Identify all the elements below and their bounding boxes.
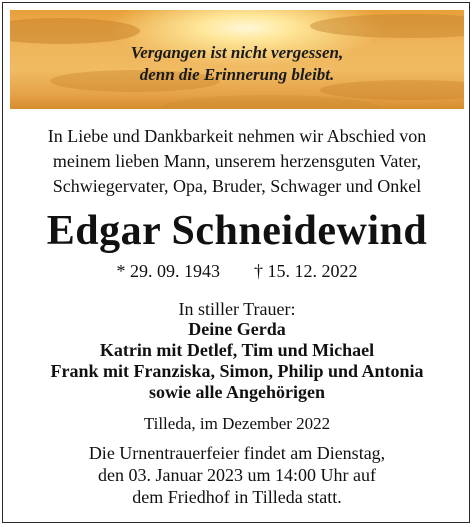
cloud-shape [310,14,464,38]
farewell-intro [10,124,464,199]
place-date: Tilleda, im Dezember 2022 [143,414,331,433]
sunset-banner [10,10,464,109]
funeral-line-1: Die Urnentrauerfeier findet am Dienstag, [88,443,386,463]
banner-quote-line-1: Vergangen ist nicht vergessen, [130,43,344,62]
banner-quote-line-2: denn die Erinnerung bleibt. [139,65,335,84]
life-dates [10,259,464,283]
banner-quote [10,42,464,86]
intro-line-2: meinem lieben Mann, unserem herzensguten Vater, [52,151,422,171]
intro-line-3: Schwiegervater, Opa, Bruder, Schwager und Onkel [52,176,422,196]
intro-line-1: In Liebe und Dankbarkeit nehmen wir Abschied von [47,126,427,146]
funeral-info [10,442,464,508]
deceased-name: Edgar Schneidewind [46,208,428,254]
death-date: † 15. 12. 2022 [254,261,358,281]
mourner-line-3: Frank mit Franziska, Simon, Philip und Antonia [50,361,424,381]
cloud-shape [10,18,140,44]
mourners-list [10,319,464,403]
funeral-line-2: den 03. Januar 2023 um 14:00 Uhr auf [98,465,376,485]
mourner-line-4: sowie alle Angehörigen [149,382,325,402]
birth-date: * 29. 09. 1943 [116,261,220,281]
mourning-label: In stiller Trauer: [178,299,296,319]
mourner-line-2: Katrin mit Detlef, Tim und Michael [99,340,375,360]
funeral-line-3: dem Friedhof in Tilleda statt. [132,487,342,507]
mourner-line-1: Deine Gerda [188,319,286,339]
